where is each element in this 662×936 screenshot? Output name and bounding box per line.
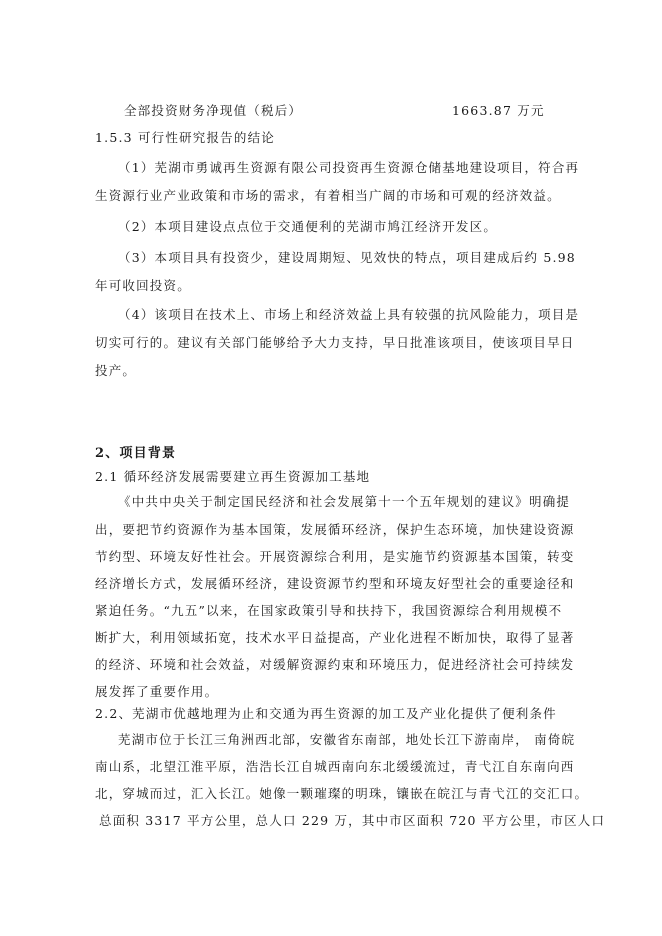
bg-2-2-line-1: 芜湖市位于长江三角洲西北部，安徽省东南部，地处长江下游南岸， 南倚皖	[118, 732, 576, 747]
bg-2-1-line-3: 节约型、环境友好性社会。开展资源综合利用，是实施节约资源基本国策，转变	[95, 549, 575, 564]
bg-2-1-line-2: 出，要把节约资源作为基本国策，发展循环经济，保护生态环境，加快建设资源	[95, 522, 575, 537]
bg-2-1-line-7: 的经济、环境和社会效益，对缓解资源约束和环境压力，促进经济社会可持续发	[95, 657, 575, 672]
bg-2-1-line-1: 《中共中央关于制定国民经济和社会发展第十一个五年规划的建议》明确提	[118, 494, 571, 509]
conclusion-2-line-1: （2）本项目建设点点位于交通便利的芜湖市鸠江经济开发区。	[118, 219, 498, 234]
bg-2-1-line-5: 紧迫任务。“九五”以来，在国家政策引导和扶持下，我国资源综合利用规模不	[95, 603, 563, 618]
bg-2-2-line-2: 南山系，北望江淮平原，浩浩长江自城西南向东北缓缓流过，青弋江自东南向西	[95, 759, 575, 774]
bg-2-2-line-4: 总面积 3317 平方公里，总人口 229 万，其中市区面积 720 平方公里，市区人口	[99, 813, 606, 828]
conclusion-4-line-1: （4）该项目在技术上、市场上和经济效益上具有较强的抗风险能力，项目是	[118, 307, 580, 322]
section-2-1-title: 2.1 循环经济发展需要建立再生资源加工基地	[95, 469, 371, 484]
conclusion-3-line-2: 年可收回投资。	[95, 278, 191, 293]
npv-label: 全部投资财务净现值（税后）	[124, 103, 303, 118]
section-2-2-title: 2.2、芜湖市优越地理为止和交通为再生资源的加工及产业化提供了便利条件	[95, 706, 557, 721]
section-2-title: 2、项目背景	[95, 446, 177, 461]
bg-2-1-line-6: 断扩大，利用领域拓宽，技术水平日益提高，产业化进程不断加快，取得了显著	[95, 630, 575, 645]
conclusion-1-line-1: （1）芜湖市勇诚再生资源有限公司投资再生资源仓储基地建设项目，符合再	[118, 160, 580, 175]
bg-2-1-line-4: 经济增长方式，发展循环经济，建设资源节约型和环境友好型社会的重要途径和	[95, 576, 575, 591]
npv-value: 1663.87 万元	[452, 103, 545, 118]
conclusion-3-line-1: （3）本项目具有投资少，建设周期短、见效快的特点，项目建成后约 5.98	[118, 250, 576, 265]
conclusion-4-line-2: 切实可行的。建议有关部门能够给予大力支持，早日批准该项目，使该项目早日	[95, 335, 575, 350]
section-1-5-3-title: 1.5.3 可行性研究报告的结论	[95, 130, 275, 145]
conclusion-1-line-2: 生资源行业产业政策和市场的需求，有着相当广阔的市场和可观的经济效益。	[95, 188, 561, 203]
conclusion-4-line-3: 投产。	[95, 363, 137, 378]
bg-2-2-line-3: 北，穿城而过，汇入长江。她像一颗璀璨的明珠，镶嵌在皖江与青弋江的交汇口。	[95, 786, 589, 801]
bg-2-1-line-8: 展发挥了重要作用。	[95, 684, 219, 699]
